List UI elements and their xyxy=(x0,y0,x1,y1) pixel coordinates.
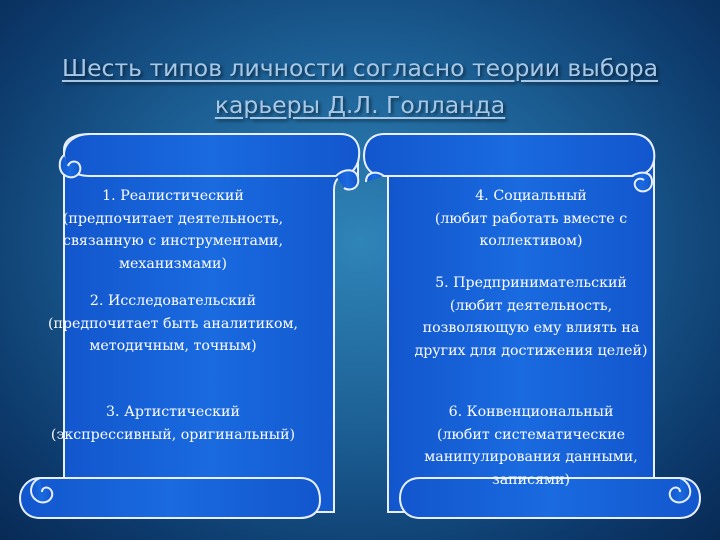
type-item-conventional xyxy=(396,401,666,491)
type-name: 6. Конвенциональный xyxy=(448,404,614,420)
type-description: (предпочитает деятельность, связанную с инструментами, механизмами) xyxy=(62,210,284,272)
type-item-artistic xyxy=(38,401,308,446)
type-description: (предпочитает быть аналитиком, методичным, точным) xyxy=(47,315,299,354)
type-description: (экспрессивный, оригинальный) xyxy=(50,426,296,443)
type-name: 3. Артистический xyxy=(106,404,240,420)
type-name: 5. Предпринимательский xyxy=(435,275,627,291)
type-item-social xyxy=(396,185,666,253)
type-description: (любит систематические манипулирования данными, записями) xyxy=(424,426,638,488)
slide-title: Шесть типов личности согласно теории выбора карьеры Д.Л. Голланда xyxy=(61,54,659,119)
type-item-investigative xyxy=(38,290,308,358)
type-name: 1. Реалистический xyxy=(102,188,244,204)
type-description: (любит деятельность, позволяющую ему влиять на других для достижения целей) xyxy=(414,297,648,359)
type-name: 4. Социальный xyxy=(475,188,587,204)
type-description: (любит работать вместе с коллективом) xyxy=(434,210,628,249)
type-item-realistic xyxy=(38,185,308,275)
type-name: 2. Исследовательский xyxy=(89,293,257,309)
type-item-enterprising xyxy=(396,272,666,362)
